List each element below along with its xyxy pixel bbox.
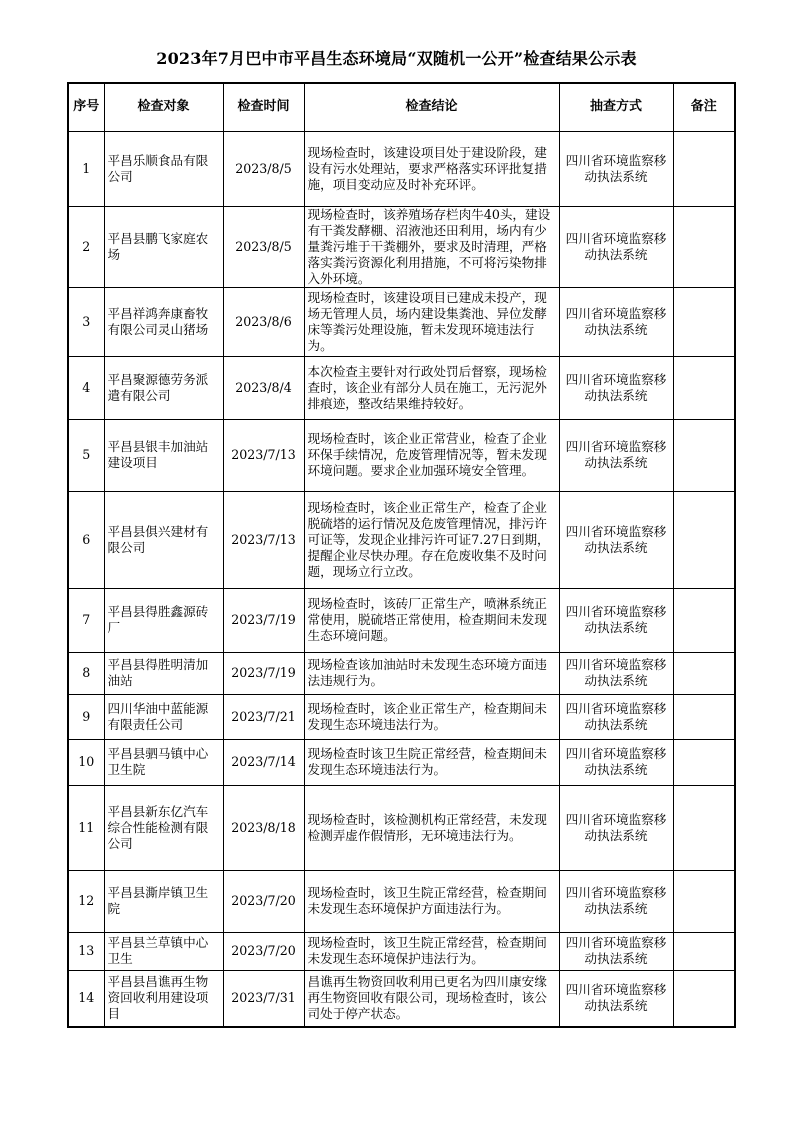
- table-row: [68, 694, 735, 739]
- inspection-method: 四川省环境监察移动执法系统: [559, 870, 673, 932]
- inspection-target: 平昌乐顺食品有限公司: [104, 131, 223, 206]
- header-conclusion: 检查结论: [304, 83, 559, 131]
- row-number: 6: [68, 491, 104, 588]
- inspection-conclusion: 现场检查时该卫生院正常经营，检查期间未发现生态环境违法行为。: [304, 739, 559, 785]
- table-row: [68, 356, 735, 419]
- remark: [673, 287, 735, 356]
- inspection-date: 2023/8/18: [223, 785, 304, 870]
- inspection-method: 四川省环境监察移动执法系统: [559, 785, 673, 870]
- inspection-target: 平昌祥鸿奔康畜牧有限公司灵山猪场: [104, 287, 223, 356]
- remark: [673, 694, 735, 739]
- inspection-conclusion: 现场检查时，该养殖场存栏肉牛40头，建设有干粪发酵棚、沼液池还田利用，场内有少量粪污堆于干粪棚外，要求及时清理，严格落实粪污资源化利用措施，不可将污染物排入外环境。: [304, 206, 559, 287]
- remark: [673, 652, 735, 694]
- inspection-target: 四川华油中蓝能源有限责任公司: [104, 694, 223, 739]
- inspection-method: 四川省环境监察移动执法系统: [559, 932, 673, 970]
- remark: [673, 356, 735, 419]
- inspection-conclusion: 现场检查时，该卫生院正常经营，检查期间未发现生态环境保护方面违法行为。: [304, 870, 559, 932]
- table-row: [68, 652, 735, 694]
- inspection-method: 四川省环境监察移动执法系统: [559, 287, 673, 356]
- table-row: [68, 206, 735, 287]
- inspection-method: 四川省环境监察移动执法系统: [559, 131, 673, 206]
- inspection-method: 四川省环境监察移动执法系统: [559, 588, 673, 652]
- inspection-date: 2023/7/19: [223, 588, 304, 652]
- remark: [673, 419, 735, 491]
- row-number: 5: [68, 419, 104, 491]
- row-number: 11: [68, 785, 104, 870]
- table-row: [68, 870, 735, 932]
- inspection-date: 2023/7/31: [223, 970, 304, 1027]
- table-row: [68, 491, 735, 588]
- inspection-method: 四川省环境监察移动执法系统: [559, 419, 673, 491]
- row-number: 4: [68, 356, 104, 419]
- inspection-date: 2023/7/20: [223, 870, 304, 932]
- inspection-method: 四川省环境监察移动执法系统: [559, 491, 673, 588]
- inspection-target: 平昌县得胜鑫源砖厂: [104, 588, 223, 652]
- inspection-conclusion: 现场检查时，该检测机构正常经营，未发现检测弄虚作假情形，无环境违法行为。: [304, 785, 559, 870]
- inspection-date: 2023/8/5: [223, 206, 304, 287]
- inspection-conclusion: 昌谯再生物资回收利用已更名为四川康安缘再生物资回收有限公司，现场检查时，该公司处于停产状态。: [304, 970, 559, 1027]
- header-date: 检查时间: [223, 83, 304, 131]
- inspection-conclusion: 现场检查时，该砖厂正常生产，喷淋系统正常使用，脱硫塔正常使用，检查期间未发现生态环境问题。: [304, 588, 559, 652]
- row-number: 9: [68, 694, 104, 739]
- inspection-date: 2023/8/6: [223, 287, 304, 356]
- row-number: 14: [68, 970, 104, 1027]
- inspection-target: 平昌县新东亿汽车综合性能检测有限公司: [104, 785, 223, 870]
- inspection-conclusion: 现场检查时，该建设项目已建成未投产，现场无管理人员，场内建设集粪池、异位发酵床等粪污处理设施，暂未发现环境违法行为。: [304, 287, 559, 356]
- inspection-method: 四川省环境监察移动执法系统: [559, 356, 673, 419]
- inspection-conclusion: 现场检查时，该建设项目处于建设阶段，建设有污水处理站，要求严格落实环评批复措施，项目变动应及时补充环评。: [304, 131, 559, 206]
- row-number: 12: [68, 870, 104, 932]
- inspection-conclusion: 本次检查主要针对行政处罚后督察，现场检查时，该企业有部分人员在施工，无污泥外排痕迹，整改结果维持较好。: [304, 356, 559, 419]
- inspection-conclusion: 现场检查时，该卫生院正常经营，检查期间未发现生态环境保护违法行为。: [304, 932, 559, 970]
- table-row: [68, 287, 735, 356]
- inspection-date: 2023/7/21: [223, 694, 304, 739]
- inspection-target: 平昌县昌谯再生物资回收利用建设项目: [104, 970, 223, 1027]
- inspection-results-table: [67, 82, 736, 1028]
- inspection-method: 四川省环境监察移动执法系统: [559, 739, 673, 785]
- table-row: [68, 419, 735, 491]
- table-header-row: [68, 83, 735, 131]
- row-number: 10: [68, 739, 104, 785]
- inspection-method: 四川省环境监察移动执法系统: [559, 970, 673, 1027]
- row-number: 1: [68, 131, 104, 206]
- header-method: 抽查方式: [559, 83, 673, 131]
- row-number: 13: [68, 932, 104, 970]
- row-number: 3: [68, 287, 104, 356]
- remark: [673, 739, 735, 785]
- inspection-target: 平昌县澌岸镇卫生院: [104, 870, 223, 932]
- table-row: [68, 932, 735, 970]
- inspection-date: 2023/7/13: [223, 491, 304, 588]
- inspection-method: 四川省环境监察移动执法系统: [559, 206, 673, 287]
- inspection-method: 四川省环境监察移动执法系统: [559, 694, 673, 739]
- inspection-date: 2023/8/4: [223, 356, 304, 419]
- remark: [673, 932, 735, 970]
- header-note: 备注: [673, 83, 735, 131]
- table-row: [68, 970, 735, 1027]
- remark: [673, 970, 735, 1027]
- inspection-date: 2023/7/13: [223, 419, 304, 491]
- row-number: 7: [68, 588, 104, 652]
- remark: [673, 131, 735, 206]
- header-target: 检查对象: [104, 83, 223, 131]
- header-no: 序号: [68, 83, 104, 131]
- inspection-conclusion: 现场检查该加油站时未发现生态环境方面违法违规行为。: [304, 652, 559, 694]
- remark: [673, 588, 735, 652]
- inspection-target: 平昌县鹏飞家庭农场: [104, 206, 223, 287]
- table-row: [68, 739, 735, 785]
- remark: [673, 491, 735, 588]
- table-row: [68, 131, 735, 206]
- table-row: [68, 785, 735, 870]
- inspection-conclusion: 现场检查时，该企业正常生产，检查期间未发现生态环境违法行为。: [304, 694, 559, 739]
- inspection-target: 平昌县俱兴建材有限公司: [104, 491, 223, 588]
- inspection-target: 平昌聚源德劳务派遣有限公司: [104, 356, 223, 419]
- remark: [673, 785, 735, 870]
- inspection-target: 平昌县银丰加油站建设项目: [104, 419, 223, 491]
- page-title: 2023年7月巴中市平昌生态环境局“双随机一公开”检查结果公示表: [156, 49, 637, 68]
- inspection-date: 2023/7/20: [223, 932, 304, 970]
- row-number: 2: [68, 206, 104, 287]
- inspection-target: 平昌县得胜明清加油站: [104, 652, 223, 694]
- inspection-date: 2023/7/19: [223, 652, 304, 694]
- inspection-conclusion: 现场检查时，该企业正常生产，检查了企业脱硫塔的运行情况及危废管理情况，排污许可证等，发现企业排污许可证7.27日到期，提醒企业尽快办理。存在危废收集不及时问题，现场立行立改。: [304, 491, 559, 588]
- row-number: 8: [68, 652, 104, 694]
- inspection-date: 2023/8/5: [223, 131, 304, 206]
- remark: [673, 206, 735, 287]
- inspection-target: 平昌县兰草镇中心卫生: [104, 932, 223, 970]
- inspection-target: 平昌县驷马镇中心卫生院: [104, 739, 223, 785]
- table-row: [68, 588, 735, 652]
- inspection-date: 2023/7/14: [223, 739, 304, 785]
- remark: [673, 870, 735, 932]
- inspection-conclusion: 现场检查时，该企业正常营业，检查了企业环保手续情况，危废管理情况等，暂未发现环境问题。要求企业加强环境安全管理。: [304, 419, 559, 491]
- inspection-method: 四川省环境监察移动执法系统: [559, 652, 673, 694]
